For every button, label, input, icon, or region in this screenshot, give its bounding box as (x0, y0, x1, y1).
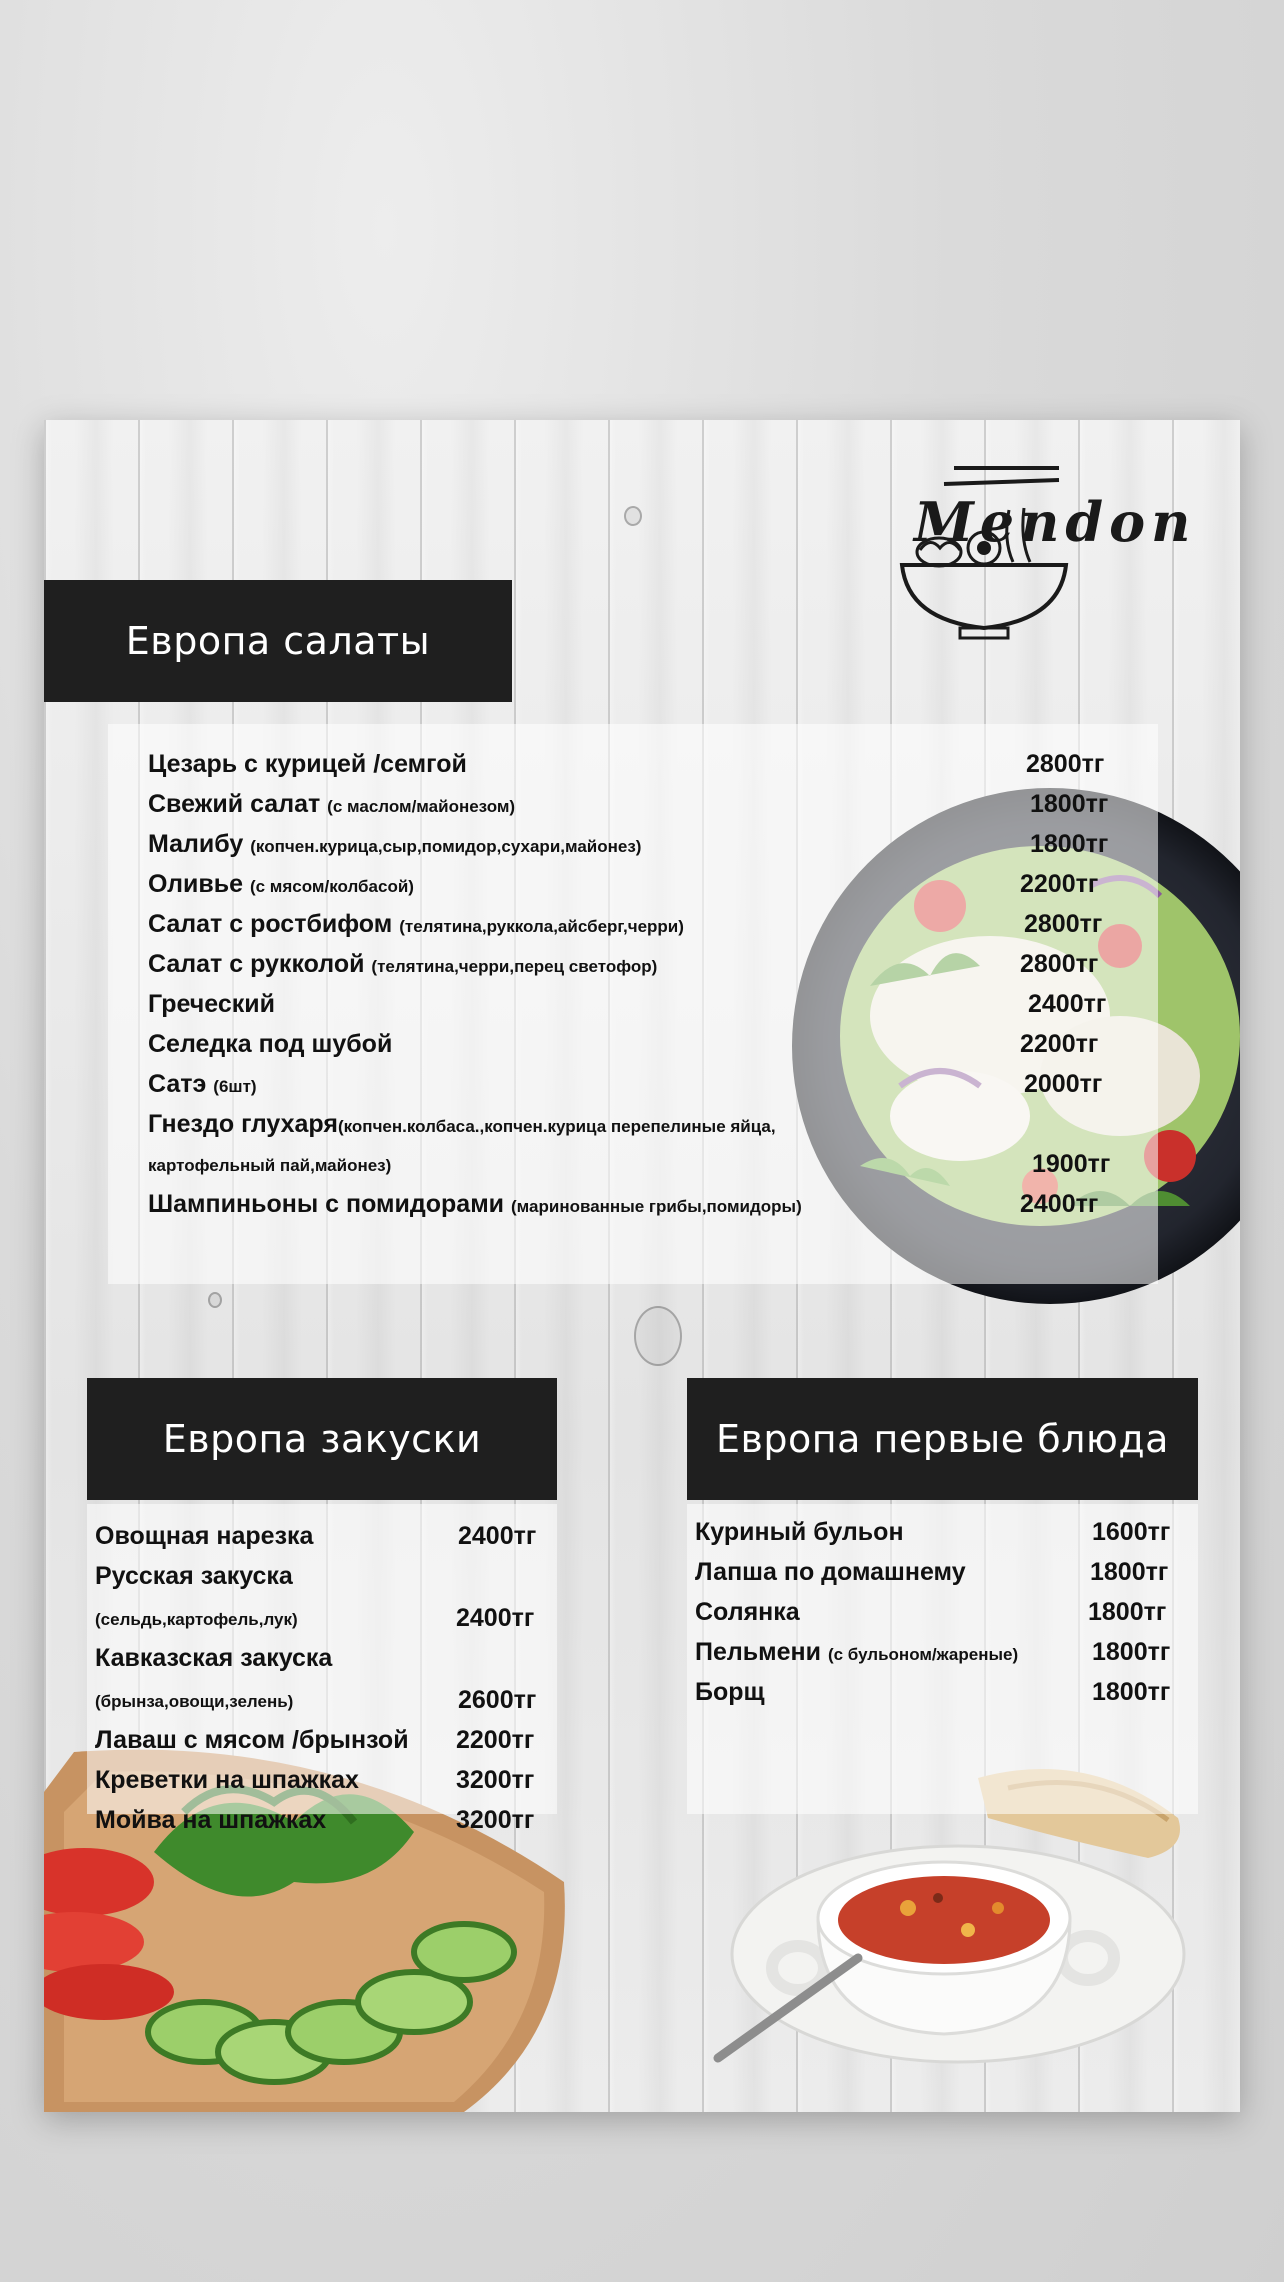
appetizers-header (87, 1378, 557, 1500)
item-price: 2800тг (1020, 950, 1099, 978)
item-price: 1900тг (1032, 1150, 1111, 1178)
item-name: Русская закуска (95, 1562, 293, 1590)
item-name: Салат с рукколой (148, 950, 365, 978)
salads-panel (108, 724, 1158, 1284)
brand-name: Mendon (914, 490, 1197, 554)
soups-title: Европа первые блюда (716, 1417, 1169, 1461)
item-name: Пельмени (695, 1638, 821, 1666)
item-name: Гнездо глухаря (148, 1110, 338, 1138)
item-price: 2200тг (1020, 870, 1099, 898)
item-price: 2600тг (458, 1686, 537, 1714)
item-note: (маринованные грибы,помидоры) (511, 1197, 802, 1216)
item-price: 2200тг (1020, 1030, 1099, 1058)
item-price: 1800тг (1030, 830, 1109, 858)
item-name: Лапша по домашнему (695, 1558, 966, 1586)
item-name: Овощная нарезка (95, 1522, 314, 1550)
item-note-continued: картофельный пай,майонез) (148, 1156, 392, 1175)
item-note: (копчен.курица,сыр,помидор,сухари,майонез) (250, 837, 642, 856)
item-price: 1800тг (1088, 1598, 1167, 1626)
appetizers-panel (87, 1504, 557, 1834)
item-note: (с бульоном/жареные) (827, 1645, 1019, 1664)
item-note: (брынза,овощи,зелень) (95, 1692, 294, 1711)
item-note: (с маслом/майонезом) (327, 797, 516, 816)
item-price: 2400тг (458, 1522, 537, 1550)
item-price: 2200тг (456, 1726, 535, 1754)
item-price: 3200тг (456, 1806, 535, 1834)
item-note: (телятина,руккола,айсберг,черри) (399, 917, 684, 936)
item-name: Борщ (695, 1678, 765, 1706)
salads-header (44, 580, 512, 702)
item-price: 1800тг (1030, 790, 1109, 818)
item-price: 1800тг (1092, 1678, 1171, 1706)
item-name: Салат с ростбифом (148, 910, 393, 938)
item-price: 1800тг (1090, 1558, 1169, 1586)
brand-logo (884, 440, 1224, 650)
item-name: Сатэ (148, 1070, 207, 1098)
item-name: Цезарь с курицей /семгой (148, 750, 467, 778)
item-price: 2800тг (1026, 750, 1105, 778)
soups-header (687, 1378, 1198, 1500)
item-price: 1800тг (1092, 1638, 1171, 1666)
appetizers-title: Европа закуски (162, 1417, 482, 1461)
item-note: (телятина,черри,перец светофор) (371, 957, 658, 976)
item-price: 2800тг (1024, 910, 1103, 938)
item-price: 3200тг (456, 1766, 535, 1794)
item-price: 2400тг (1028, 990, 1107, 1018)
item-price: 2400тг (1020, 1190, 1099, 1218)
item-name: Мойва на шпажках (95, 1806, 327, 1834)
wood-knot (624, 506, 642, 526)
item-name: Куриный бульон (695, 1518, 904, 1546)
item-name: Свежий салат (148, 790, 321, 818)
item-note: (6шт) (213, 1077, 257, 1096)
soups-panel (687, 1504, 1198, 1814)
item-name: Креветки на шпажках (95, 1766, 359, 1794)
item-name: Лаваш с мясом /брынзой (95, 1726, 409, 1754)
item-name: Кавказская закуска (95, 1644, 333, 1672)
item-note: (с мясом/колбасой) (249, 877, 414, 896)
wood-knot (208, 1292, 222, 1308)
item-name: Малибу (148, 830, 244, 858)
item-price: 2400тг (456, 1604, 535, 1632)
item-name: Селедка под шубой (148, 1030, 393, 1058)
item-note: (сельдь,картофель,лук) (95, 1610, 298, 1629)
item-name: Солянка (695, 1598, 800, 1626)
wood-knot (634, 1306, 682, 1366)
item-name: Шампиньоны с помидорами (148, 1190, 505, 1218)
item-price: 1600тг (1092, 1518, 1171, 1546)
menu-card (44, 420, 1240, 2112)
item-name: Оливье (148, 870, 244, 898)
salads-title: Европа салаты (125, 619, 431, 663)
item-name: Греческий (148, 990, 276, 1018)
item-price: 2000тг (1024, 1070, 1103, 1098)
item-note: (копчен.колбаса.,копчен.курица перепелиные яйца, (337, 1117, 776, 1136)
